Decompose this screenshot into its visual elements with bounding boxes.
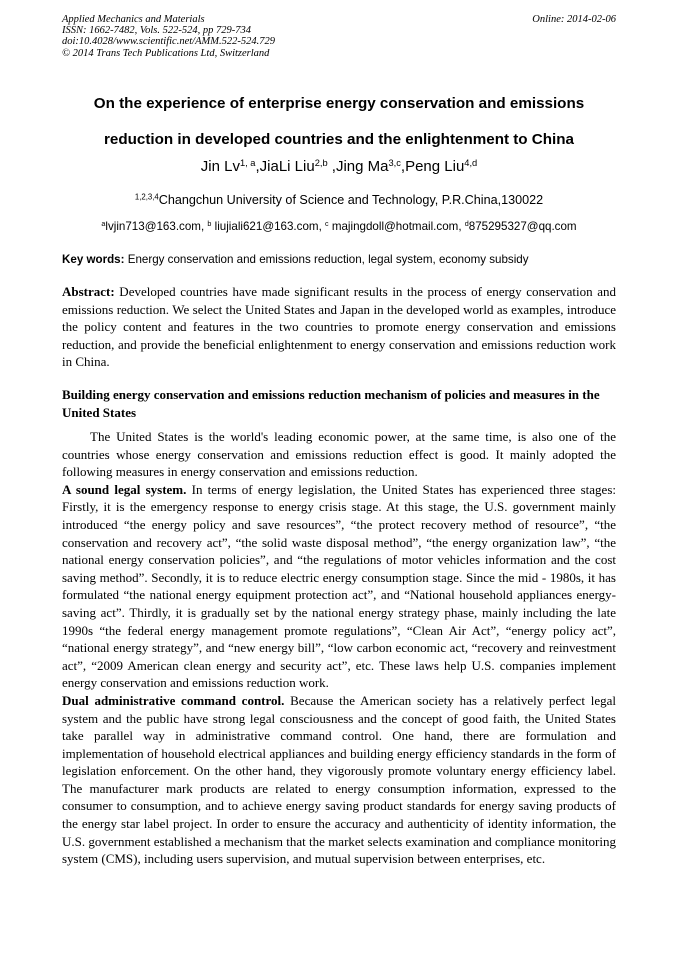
author-emails [0,220,678,233]
doi-line: doi:10.4028/www.scientific.net/AMM.522-524.729 [62,36,275,48]
email-d: $^d$875295327@qq.com [464,219,577,233]
legal-label: A sound legal system. [62,481,187,497]
journal-name: Applied Mechanics and Materials [62,14,205,25]
paper-title [40,86,638,158]
title-line-2: reduction in developed countries and the enlightenment to China [103,131,574,148]
intro-paragraph: The United States is the world's leading economic power, at the same time, is also one of the countries whose energy conservation and emissions reduction effect is good. It mainly adopted the following measures in energy conservation and emissions reduction. [62,429,616,480]
online-date: Online: 2014-02-06 [532,14,616,25]
abstract-label: Abstract: [62,284,115,299]
legal-text: In terms of energy legislation, the United States has experienced three stages: Firstly, it is the emergency response to energy crisis stage. At this stage, the U.S. government mainly introduced “the energy policy and save resources”, “the protect recovery method of resource”, “the conservation and recovery act”, “the solid waste disposal method”, “the energy organization law”, “the national energy conservation policies”, and “the regulations of motor vehicles information and the cost saving method”. Secondly, it is to reduce electric energy consumption stage. Since the mid - 1980s, it has formulated “the national energy equipment protection act”, and “National household appliances energy-saving act”. Thirdly, it is gradually set by the national energy strategy phase, mainly including the late 1990s “the federal energy management promote regulations”, “Clean Air Act”, “energy policy act”, “national energy strategy”, and “new energy bill”, “low carbon economic act, “recovery and reinvestment act”, “2009 American clean energy and security act”, etc. These laws help U.S. companies implement energy conservation and emissions reduction work. [62,481,616,691]
author-list [0,158,678,175]
copyright-line: © 2014 Trans Tech Publications Ltd, Switzerland [62,47,270,59]
author-4: Peng Liu$^{4,d}$ [405,157,478,175]
author-3: Jing Ma$^{3,c}$, [335,157,406,175]
email-b: $^b$ liujiali621@163.com, [207,219,326,233]
author-1: Jin Lv$^{1, a}$, [200,157,260,175]
author-2: JiaLi Liu$^{2,b}$ , [259,157,336,175]
legal-paragraph [62,481,616,692]
abstract-text: Developed countries have made significant results in the process of energy conservation and emissions reduction. We select the United States and Japan in the developed world as examples, introduce the policy content and features in the two countries to promote energy conservation and emissions reduction, and provide the beneficial enlightenment to energy conservation and emissions reduction work in China. [62,284,616,370]
affiliation: $^{1,2,3,4}$Changchun University of Science and Technology, P.R.China,130022 [134,192,544,207]
abstract [62,283,616,371]
keywords [62,253,616,266]
issn-line: ISSN: 1662-7482, Vols. 522-524, pp 729-734 [62,25,251,37]
keywords-label: Key words: [62,253,125,266]
title-line-1: On the experience of enterprise energy conservation and emissions [93,95,585,112]
admin-label: Dual administrative command control. [62,692,285,708]
admin-paragraph [62,692,616,868]
email-c: $^c$ majingdoll@hotmail.com, [325,219,465,233]
journal-header [62,14,616,59]
keywords-text: Energy conservation and emissions reduction, legal system, economy subsidy [124,253,529,266]
section-heading: Building energy conservation and emissions reduction mechanism of policies and measures in the United States [62,387,600,420]
admin-text: Because the American society has a relatively perfect legal system and the public have strong legal consciousness and the concept of good faith, the United States take parallel way in administrative command control. One hand, there are formulation and implementation of household electrical appliances and building energy efficiency standards in the form of legislation enforcement. On the other hand, they vigorously promote voluntary energy efficiency label. The manufacturer mark products are related to energy consumption information, expressed to the consumer to consumption, and to achieve energy saving product standards for energy saving products of the energy star label project. In order to ensure the accuracy and authenticity of identity information, the U.S. government established a mechanism that the market selects examination and compliance monitoring system (CMS), including users supervision, and mutual supervision between enterprises, etc. [62,692,616,867]
section-body [62,428,616,868]
email-a: $^a$lvjin713@163.com, [101,219,208,233]
